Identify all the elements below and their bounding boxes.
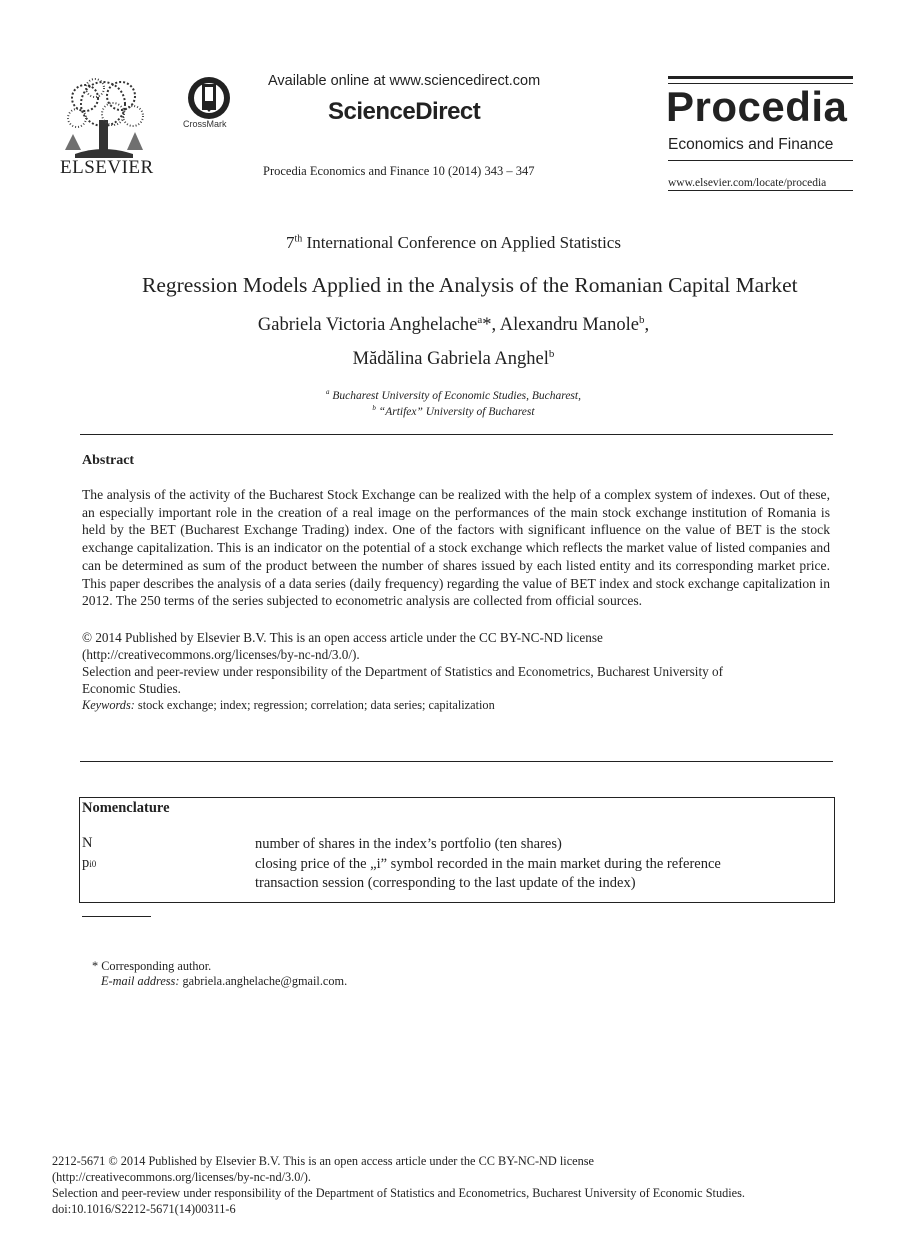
keywords-list: stock exchange; index; regression; correlation; data series; capitalization <box>134 698 495 712</box>
footnote-rule <box>82 916 151 917</box>
footer-doi[interactable]: doi:10.1016/S2212-5671(14)00311-6 <box>52 1202 236 1216</box>
conference-name: 7th International Conference on Applied Statistics <box>286 233 621 252</box>
peer-review-line-2: Economic Studies. <box>82 681 181 696</box>
crossmark-label: CrossMark <box>183 119 227 129</box>
procedia-bottom-rule <box>668 190 853 191</box>
journal-reference: Procedia Economics and Finance 10 (2014) 343 – 347 <box>263 164 535 178</box>
license-link[interactable]: (http://creativecommons.org/licenses/by-nc-nd/3.0/). <box>82 647 360 662</box>
procedia-logo: Procedia <box>666 83 848 130</box>
author-3: Mădălina Gabriela Anghel <box>352 349 549 370</box>
abstract-text: The analysis of the activity of the Bucharest Stock Exchange can be realized with the help of a complex system of indexes. Out of these, an especially important role in the creation of a real image on the performances of the main stock exchange institution of Romania is held by the BET (Bucharest Exchange Trading) index. One of the factors with significant influence on the value of BET is the stock exchange capitalization. This is an indicator on the potential of a stock exchange which reflects the market value of listed companies and can be determined as sum of the product between the number of shares issued by each listed entity and its corresponding market price. This paper describes the analysis of a data series (daily frequency) regarding the value of BET index and stock exchange capitalization in 2012. The 250 terms of the series subjected to econometric analysis are collected from official sources. <box>82 487 830 609</box>
paper-title: Regression Models Applied in the Analysis of the Romanian Capital Market <box>142 273 798 297</box>
authors-line-2: Mădălina Gabriela Anghel$^b$ <box>352 348 555 370</box>
abstract-heading: Abstract <box>82 453 135 468</box>
elsevier-wordmark: ELSEVIER <box>60 157 154 178</box>
abstract-top-rule <box>80 434 833 435</box>
abstract-bottom-rule <box>80 761 833 762</box>
keywords-label: Keywords: <box>82 698 135 712</box>
procedia-top-rule <box>668 76 853 79</box>
license-line-1: © 2014 Published by Elsevier B.V. This is an open access article under the CC BY-NC-ND license <box>82 630 603 645</box>
affiliation-a: $^a$ Bucharest University of Economic Studies, Bucharest, <box>326 388 581 402</box>
author-1: Gabriela Victoria Anghelache <box>257 315 478 336</box>
footer-license-link[interactable]: (http://creativecommons.org/licenses/by-nc-nd/3.0/). <box>52 1170 311 1184</box>
footer-peer-review: Selection and peer-review under responsibility of the Department of Statistics and Econometrics, Bucharest University of Economic Studies. <box>52 1186 745 1200</box>
procedia-url-link[interactable]: www.elsevier.com/locate/procedia <box>668 177 827 189</box>
keywords <box>82 698 495 713</box>
nomenclature-description: closing price of the „i” symbol recorded in the main market during the reference transaction session (corresponding to the last update of the index) <box>255 856 721 891</box>
procedia-mid-rule <box>668 160 853 161</box>
nomenclature-symbol: N <box>82 835 93 851</box>
email-link[interactable]: gabriela.anghelache@gmail.com. <box>179 974 348 988</box>
nomenclature-heading: Nomenclature <box>82 800 170 816</box>
procedia-subtitle: Economics and Finance <box>668 136 834 153</box>
footer-issn-line: 2212-5671 © 2014 Published by Elsevier B.V. This is an open access article under the CC BY-NC-ND license <box>52 1154 595 1168</box>
affiliation-b: $^b$ “Artifex” University of Bucharest <box>372 404 535 418</box>
authors-line-1: Gabriela Victoria Anghelache$^a$*, Alexandru Manole$^b$, <box>257 314 650 336</box>
peer-review-line-1: Selection and peer-review under responsibility of the Department of Statistics and Econometrics, Bucharest University of <box>82 664 723 679</box>
nomenclature-description: number of shares in the index’s portfolio (ten shares) <box>255 836 562 852</box>
sciencedirect-logo[interactable]: ScienceDirect <box>328 98 481 125</box>
corresponding-author-note: * Corresponding author. <box>92 959 212 973</box>
email-note: E-mail address: gabriela.anghelache@gmail.com. <box>101 974 348 988</box>
author-2: Alexandru Manole <box>499 315 639 336</box>
available-online-text: Available online at www.sciencedirect.com <box>268 73 541 89</box>
nomenclature-symbol: pi0 <box>82 855 97 871</box>
